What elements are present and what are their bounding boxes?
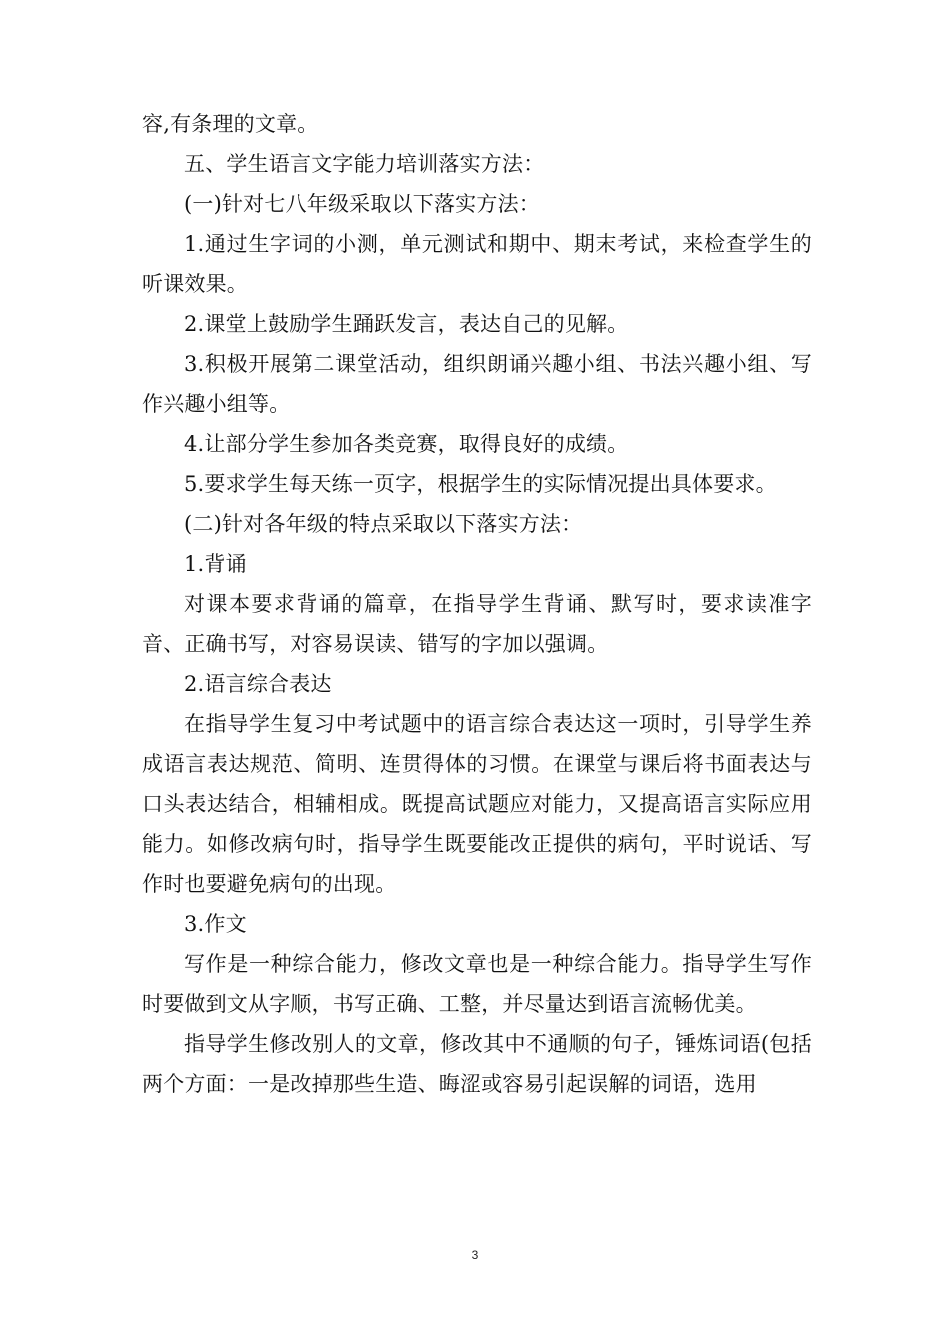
paragraph-item-5: 5.要求学生每天练一页字，根据学生的实际情况提出具体要求。 (184, 472, 777, 496)
page-number: 3 (471, 1248, 479, 1262)
subheading-grade-7-8: (一)针对七八年级采取以下落实方法： (184, 192, 540, 216)
paragraph-language-expression: 在指导学生复习中考试题中的语言综合表达这一项时，引导学生养成语言表达规范、简明、连贯得体的习惯。在课堂与课后将书面表达与口头表达结合，相辅相成。既提高试题应对能力，又提高语言实际应用能力。如修改病句时，指导学生既要能改正提供的病句，平时说话、写作时也要避免病句的出现。 (142, 712, 812, 896)
section-heading-5: 五、学生语言文字能力培训落实方法： (184, 152, 545, 176)
paragraph-composition: 写作是一种综合能力，修改文章也是一种综合能力。指导学生写作时要做到文从字顺，书写正确、工整，并尽量达到语言流畅优美。 (142, 952, 812, 1016)
paragraph-recitation: 对课本要求背诵的篇章，在指导学生背诵、默写时，要求读准字音、正确书写，对容易误读、错写的字加以强调。 (142, 592, 812, 656)
paragraph-item-2: 2.课堂上鼓励学生踊跃发言，表达自己的见解。 (184, 312, 629, 336)
subheading-all-grades: (二)针对各年级的特点采取以下落实方法： (184, 512, 583, 536)
subheading-composition: 3.作文 (184, 912, 247, 936)
paragraph-0: 容,有条理的文章。 (142, 112, 319, 136)
subheading-language-expression: 2.语言综合表达 (184, 672, 332, 696)
paragraph-item-4: 4.让部分学生参加各类竞赛，取得良好的成绩。 (184, 432, 629, 456)
document-body (142, 104, 812, 1104)
subheading-recitation: 1.背诵 (184, 552, 247, 576)
paragraph-revision: 指导学生修改别人的文章，修改其中不通顺的句子，锤炼词语(包括两个方面：一是改掉那些生造、晦涩或容易引起误解的词语，选用 (142, 1032, 812, 1096)
paragraph-item-3: 3.积极开展第二课堂活动，组织朗诵兴趣小组、书法兴趣小组、写作兴趣小组等。 (142, 352, 812, 416)
paragraph-item-1: 1.通过生字词的小测，单元测试和期中、期末考试，来检查学生的听课效果。 (142, 232, 812, 296)
